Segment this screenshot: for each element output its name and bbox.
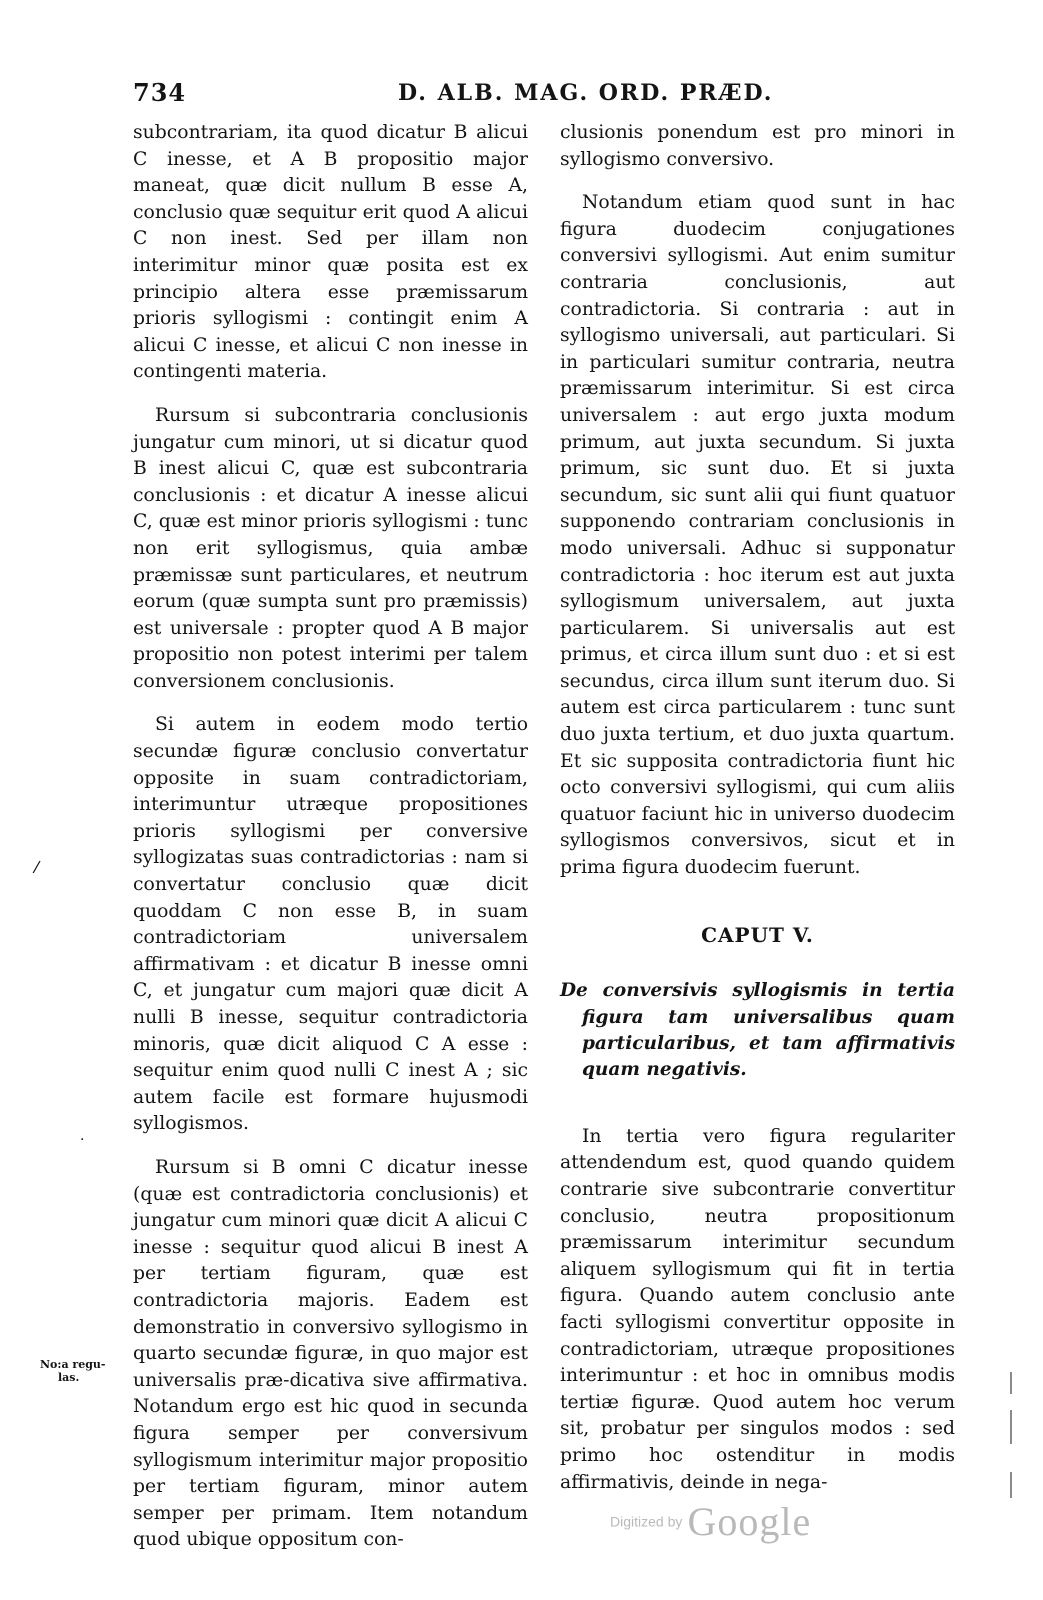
chapter-summary: De conversivis syllogismis in tertia figura tam universalibus quam particularibus, et tam affirmativis quam negativis.	[560, 980, 955, 1081]
right-paragraph-1: clusionis ponendum est pro minori in syllogismo conversivo.	[560, 122, 955, 170]
left-column	[133, 120, 528, 1571]
right-paragraph-2: Notandum etiam quod sunt in hac figura duodecim conjugationes conversivi syllogismi. Aut enim sumitur contraria conclusionis, aut contradictoria. Si contraria : aut in syllogismo universali, aut particulari. Si in particulari sumitur contraria, neutra præmissarum interimitur. Si est circa universalem : aut ergo juxta modum primum, aut juxta secundum. Si juxta primum, sic sunt duo. Et si juxta secundum, sic sunt alii qui fiunt quatuor supponendo contrariam conclusionis in modo universali. Adhuc si supponatur contradictoria : hoc iterum est aut juxta syllogismum universalem, aut juxta particularem. Si universalis aut est primus, et circa illum sunt duo : et si est secundus, circa illum sunt iterum duo. Si autem est circa particularem : tunc sunt duo juxta tertium, et duo juxta quartum. Et sic supposita contradictoria fiunt hic octo conversivi syllogismi, qui cum aliis quatuor faciunt hic in universo duodecim syllogismos conversivos, sicut et in prima figura duodecim fuerunt.	[560, 192, 955, 879]
digitized-watermark	[610, 1498, 811, 1545]
left-paragraph-1: subcontrariam, ita quod dicatur B alicui C inesse, et A B propositio major maneat, quæ dicit nullum B esse A, conclusio quæ sequitur erit quod A alicui C non inest. Sed per illam non interimitur minor quæ posita est ex principio altera esse præmissarum prioris syllogismi : contingit enim A alicui C inesse, et alicui C non inesse in contingenti materia.	[133, 122, 528, 383]
margin-tick-mark: /	[32, 856, 42, 877]
page-header	[0, 72, 1043, 112]
margin-dot-mark: ·	[80, 1132, 85, 1148]
edge-mark-1	[1010, 1372, 1012, 1394]
chapter-title: CAPUT V.	[701, 922, 814, 947]
left-paragraph-3: Si autem in eodem modo tertio secundæ figuræ conclusio convertatur opposite in suam contradictoriam, interimuntur utræque propositiones prioris syllogismi per conversive syllogizatas suas contradictorias : nam si convertatur conclusio quæ dicit quoddam C non esse B, in suam contradictoriam universalem affirmativam : et dicatur B inesse omni C, et jungatur cum majori quæ dicit A nulli B inesse, sequitur contradictoria minoris, quæ dicit aliquod C A esse : sequitur enim quod nulli C inest A ; sic autem facile est formare hujusmodi syllogismos.	[133, 714, 528, 1135]
margin-note	[40, 1358, 105, 1384]
page-number: 734	[133, 78, 187, 107]
right-column	[560, 120, 955, 1513]
chapter-paragraph: In tertia vero figura regulariter attendendum est, quod quando quidem contrarie sive subcontrarie convertitur conclusio, neutra propositionum præmissarum interimitur secundum aliquem syllogismum qui fit in tertia figura. Quando autem conclusio ante facti syllogismi convertitur opposite in contradictoriam, utræque propositiones interimuntur : et hoc in omnibus modis tertiæ figuræ. Quod autem hoc verum sit, probatur per singulos modos : sed primo hoc ostenditur in modis affirmativis, deinde in nega-	[560, 1125, 955, 1493]
left-paragraph-4: Rursum si B omni C dicatur inesse (quæ est contradictoria conclusionis) et jungatur cum minori quæ dicit A alicui C inesse : sequitur quod alicui B inest A per tertiam figuram, quæ est contradictoria majoris. Eadem est demonstratio in conversivo syllogismo in quarto secundæ figuræ, in quo major est universalis præ-dicativa sive affirmativa. Notandum ergo est hic quod in secunda figura semper per conversivum syllogismum interimitur major propositio per tertiam figuram, minor autem semper per primam. Item notandum quod ubique oppositum con-	[133, 1156, 528, 1551]
google-logo: Google	[687, 1499, 812, 1544]
margin-note-line-1: No:a regu-	[40, 1358, 106, 1371]
edge-mark-2	[1010, 1410, 1012, 1444]
running-head: D. ALB. MAG. ORD. PRÆD.	[398, 80, 774, 106]
left-paragraph-2: Rursum si subcontraria conclusionis jungatur cum minori, ut si dicatur quod B inest alicui C, quæ est subcontraria conclusionis : et dicatur A inesse alicui C, quæ est minor prioris syllogismi : tunc non erit syllogismus, quia ambæ præmissæ sunt particulares, et neutrum eorum (quæ sumpta sunt pro præmissis) est universale : propter quod A B major propositio non potest interimi per talem conversionem conclusionis.	[133, 404, 528, 692]
margin-note-line-2: las.	[58, 1371, 80, 1384]
edge-mark-3	[1010, 1472, 1012, 1498]
watermark-prefix: Digitized by	[610, 1513, 683, 1530]
